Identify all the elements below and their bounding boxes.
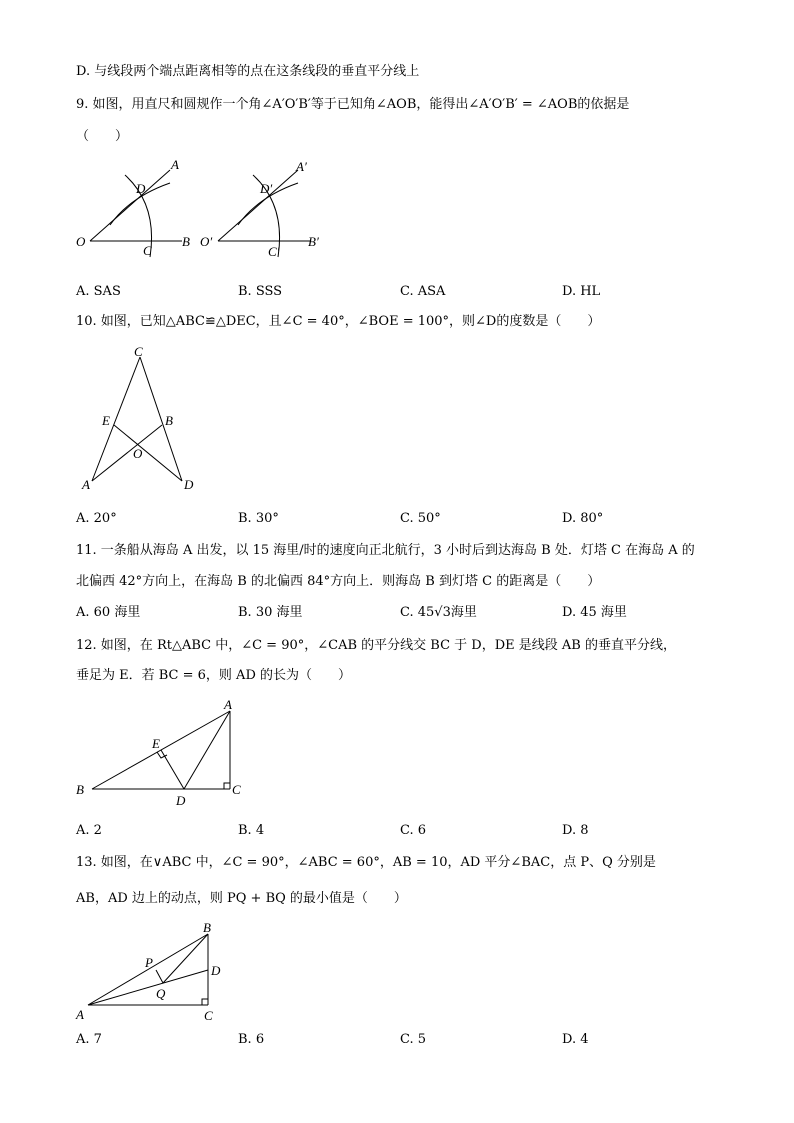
q9-fig2-label-o: O′	[200, 234, 213, 249]
q13-figure-triangle	[74, 918, 234, 1026]
q12-label-a: A	[224, 697, 232, 712]
q9-figure-original-angle	[70, 155, 200, 265]
q9-fig1-label-a: A	[171, 157, 179, 172]
q10-label-b: B	[165, 413, 173, 428]
q12-option-a[interactable]: A. 2	[76, 823, 102, 838]
q12-stem-line2: 垂足为 E．若 BC = 6，则 AD 的长为（ ）	[76, 668, 351, 683]
q11-stem-line1: 11. 一条船从海岛 A 出发，以 15 海里/时的速度向正北航行，3 小时后到达海岛 B 处．灯塔 C 在海岛 A 的	[76, 543, 695, 558]
q12-option-c[interactable]: C. 6	[400, 823, 427, 838]
q13-stem-line1: 13. 如图，在∨ABC 中，∠C = 90°，∠ABC = 60°，AB = 10，AD 平分∠BAC，点 P、Q 分别是	[76, 855, 656, 870]
q10-label-a: A	[82, 477, 90, 492]
q9-option-b[interactable]: B. SSS	[238, 284, 283, 299]
q12-label-e: E	[152, 736, 160, 751]
q9-option-c[interactable]: C. ASA	[400, 284, 446, 299]
q13-option-d[interactable]: D. 4	[562, 1032, 589, 1047]
q10-stem: 10. 如图，已知△ABC≌△DEC，且∠C = 40°，∠BOE = 100°，则∠D的度数是（ ）	[76, 314, 601, 329]
q10-option-a[interactable]: A. 20°	[76, 511, 117, 526]
q13-label-a: A	[76, 1007, 84, 1022]
q9-fig1-label-d: D	[136, 181, 146, 196]
q9-figure-constructed-angle	[198, 155, 328, 265]
q9-stem-line1: 9. 如图，用直尺和圆规作一个角∠A′O′B′等于已知角∠AOB，能得出∠A′O′B′ = ∠AOB的依据是	[76, 97, 630, 112]
q12-option-d[interactable]: D. 8	[562, 823, 589, 838]
q11-option-c[interactable]: C. 45√3海里	[400, 605, 477, 620]
q13-label-p: P	[145, 955, 153, 970]
q10-option-d[interactable]: D. 80°	[562, 511, 604, 526]
q10-label-o: O	[133, 446, 143, 461]
q12-label-d: D	[176, 793, 186, 808]
q9-fig1-label-c: C	[143, 243, 152, 258]
q13-option-b[interactable]: B. 6	[238, 1032, 265, 1047]
q9-fig1-label-o: O	[76, 234, 86, 249]
q13-stem-line2: AB，AD 边上的动点，则 PQ + BQ 的最小值是（ ）	[76, 891, 407, 906]
q13-option-c[interactable]: C. 5	[400, 1032, 427, 1047]
q12-stem-line1: 12. 如图，在 Rt△ABC 中，∠C = 90°，∠CAB 的平分线交 BC 于 D，DE 是线段 AB 的垂直平分线，	[76, 638, 676, 653]
q9-option-a[interactable]: A. SAS	[76, 284, 121, 299]
q10-option-c[interactable]: C. 50°	[400, 511, 441, 526]
q10-label-d: D	[184, 477, 194, 492]
q11-option-b[interactable]: B. 30 海里	[238, 605, 303, 620]
q8-option-d: D. 与线段两个端点距离相等的点在这条线段的垂直平分线上	[76, 64, 420, 79]
q9-fig2-label-c: C′	[268, 244, 280, 259]
q10-figure-congruent-triangles	[80, 345, 205, 493]
q10-label-c: C	[134, 344, 143, 359]
q9-fig2-label-d: D′	[260, 181, 273, 196]
q10-label-e: E	[102, 413, 110, 428]
q9-fig2-label-b: B′	[308, 234, 319, 249]
q13-option-a[interactable]: A. 7	[76, 1032, 102, 1047]
q12-figure-right-triangle	[72, 694, 252, 806]
q9-option-d[interactable]: D. HL	[562, 284, 601, 299]
q9-fig2-label-a: A′	[296, 159, 307, 174]
q10-option-b[interactable]: B. 30°	[238, 511, 279, 526]
q13-label-b: B	[203, 920, 211, 935]
q13-label-q: Q	[156, 986, 166, 1001]
q13-label-d: D	[211, 963, 221, 978]
q9-stem-line2: （ ）	[76, 129, 129, 144]
q12-label-c: C	[232, 782, 241, 797]
q11-option-d[interactable]: D. 45 海里	[562, 605, 627, 620]
q9-fig1-label-b: B	[182, 234, 190, 249]
q13-label-c: C	[204, 1008, 213, 1023]
q11-stem-line2: 北偏西 42°方向上，在海岛 B 的北偏西 84°方向上．则海岛 B 到灯塔 C 的距离是（ ）	[76, 574, 601, 589]
q12-option-b[interactable]: B. 4	[238, 823, 265, 838]
q11-option-a[interactable]: A. 60 海里	[76, 605, 141, 620]
q12-label-b: B	[76, 782, 84, 797]
